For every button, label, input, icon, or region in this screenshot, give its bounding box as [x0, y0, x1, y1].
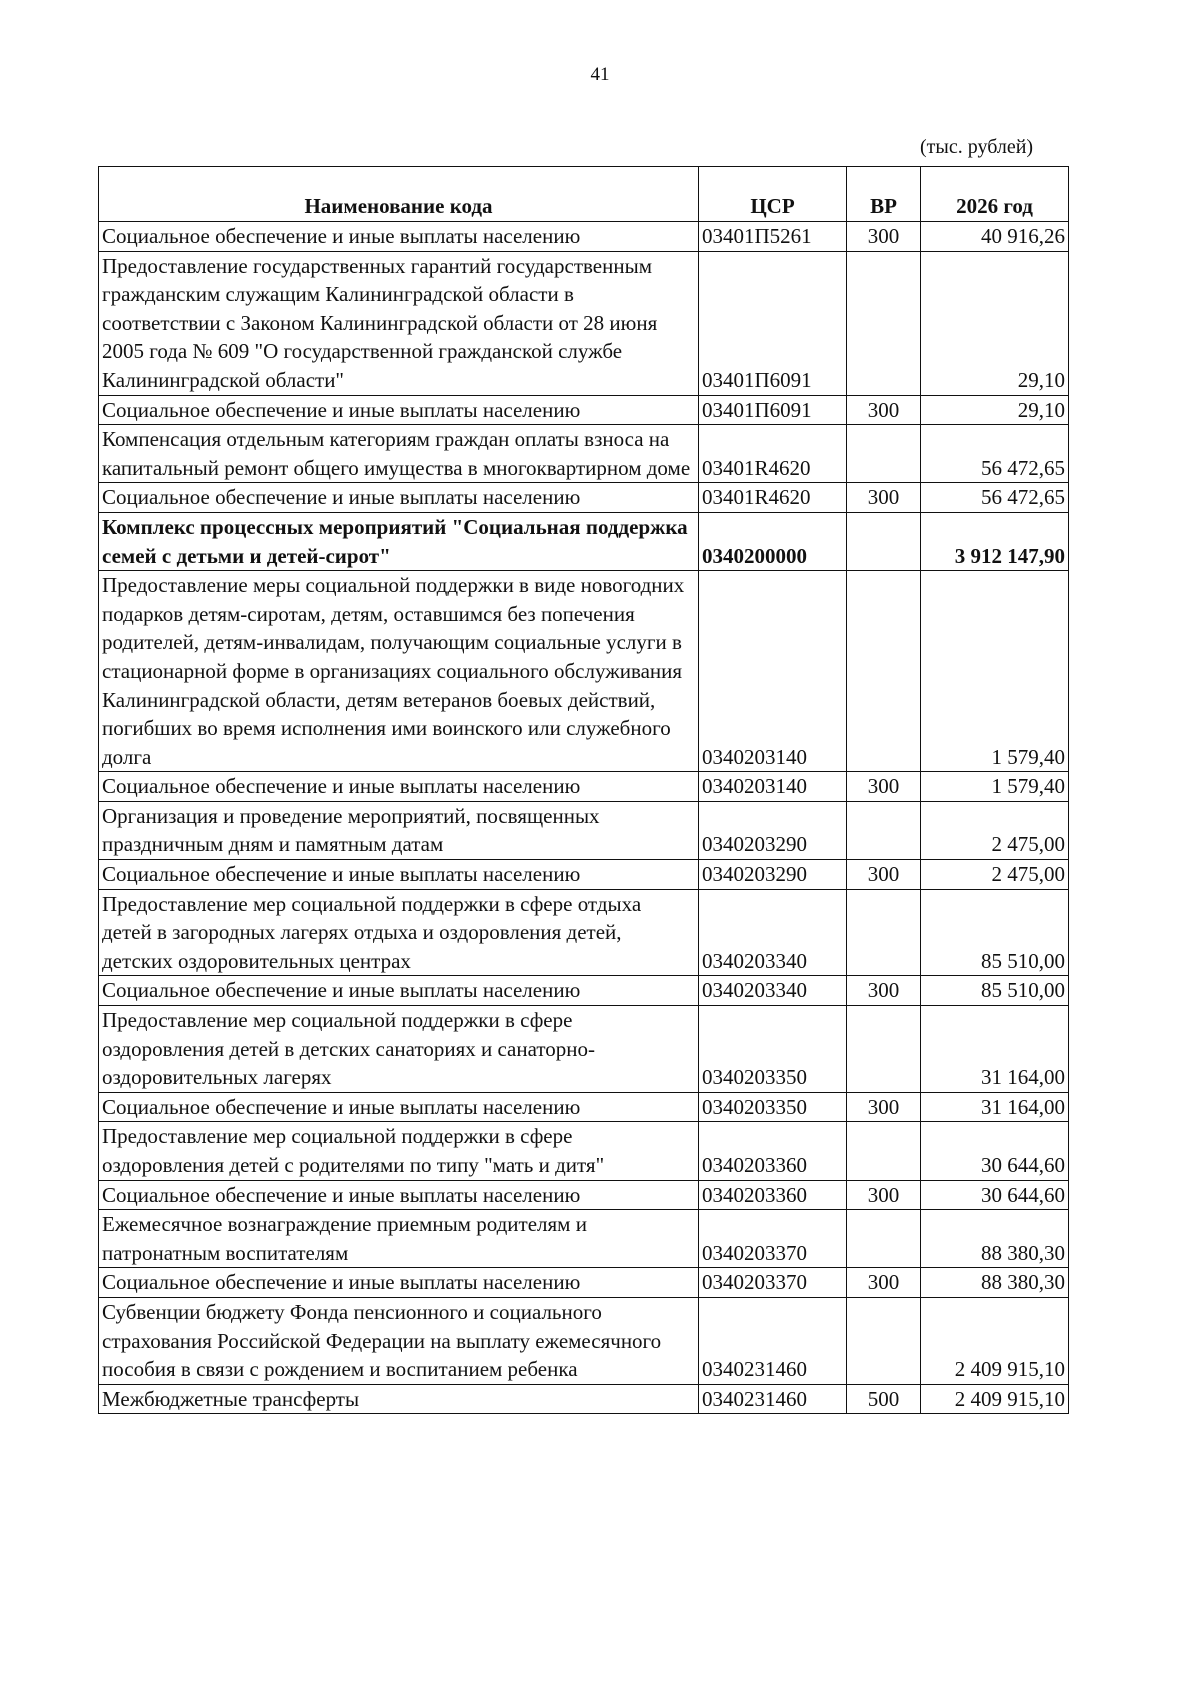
table-row [99, 395, 1069, 425]
row-vr-code [847, 889, 921, 976]
budget-table [98, 166, 1069, 1414]
row-csr-code: 03401П6091 [699, 251, 847, 395]
row-vr-code: 300 [847, 1092, 921, 1122]
row-csr-code: 03401П6091 [699, 395, 847, 425]
row-vr-code [847, 1297, 921, 1384]
header-vr: ВР [847, 167, 921, 222]
header-sum: 2026 год [921, 167, 1069, 222]
row-name: Социальное обеспечение и иные выплаты населению [99, 976, 699, 1006]
row-vr-code: 300 [847, 222, 921, 252]
row-csr-code: 0340203360 [699, 1122, 847, 1180]
row-name: Социальное обеспечение и иные выплаты населению [99, 395, 699, 425]
row-csr-code: 0340203360 [699, 1180, 847, 1210]
row-sum: 1 579,40 [921, 571, 1069, 772]
row-name: Межбюджетные трансферты [99, 1384, 699, 1414]
row-name: Социальное обеспечение и иные выплаты населению [99, 772, 699, 802]
table-body [99, 222, 1069, 1414]
row-name: Социальное обеспечение и иные выплаты населению [99, 1180, 699, 1210]
table-header-row [99, 167, 1069, 222]
units-label: (тыс. рублей) [920, 136, 1034, 158]
table-row [99, 222, 1069, 252]
row-name: Предоставление мер социальной поддержки в сфере отдыха детей в загородных лагерях отдыха и оздоровления детей, детских оздоровительных центрах [99, 889, 699, 976]
row-vr-code [847, 425, 921, 483]
row-name: Социальное обеспечение и иные выплаты населению [99, 1092, 699, 1122]
table-row [99, 860, 1069, 890]
row-vr-code: 300 [847, 976, 921, 1006]
row-csr-code: 0340203350 [699, 1092, 847, 1122]
row-csr-code: 03401R4620 [699, 425, 847, 483]
row-sum: 85 510,00 [921, 889, 1069, 976]
row-name: Предоставление меры социальной поддержки в виде новогодних подарков детям-сиротам, детям, оставшимся без попечения родителей, детям-инвалидам, получающим социальные услуги в стационарной форме в организациях социального обслуживания Калининградской области, детям ветеранов боевых действий, погибших во время исполнения ими воинского или служебного долга [99, 571, 699, 772]
table-row [99, 1122, 1069, 1180]
row-vr-code [847, 1006, 921, 1093]
row-sum: 29,10 [921, 251, 1069, 395]
row-sum: 31 164,00 [921, 1006, 1069, 1093]
row-csr-code: 0340203340 [699, 976, 847, 1006]
row-name: Организация и проведение мероприятий, посвященных праздничным дням и памятным датам [99, 801, 699, 859]
row-sum: 30 644,60 [921, 1180, 1069, 1210]
table-row [99, 889, 1069, 976]
row-sum: 40 916,26 [921, 222, 1069, 252]
row-csr-code: 0340231460 [699, 1297, 847, 1384]
row-vr-code: 300 [847, 772, 921, 802]
row-csr-code: 0340203140 [699, 772, 847, 802]
row-csr-code: 0340203370 [699, 1268, 847, 1298]
table-row [99, 512, 1069, 570]
row-vr-code [847, 1122, 921, 1180]
row-sum: 29,10 [921, 395, 1069, 425]
row-vr-code: 300 [847, 1268, 921, 1298]
row-sum: 56 472,65 [921, 425, 1069, 483]
row-vr-code [847, 801, 921, 859]
row-sum: 88 380,30 [921, 1210, 1069, 1268]
table-row [99, 1297, 1069, 1384]
row-name: Компенсация отдельным категориям граждан оплаты взноса на капитальный ремонт общего имущества в многоквартирном доме [99, 425, 699, 483]
row-name: Предоставление государственных гарантий государственным гражданским служащим Калининградской области в соответствии с Законом Калининградской области от 28 июня 2005 года № 609 "О государственной гражданской службе Калининградской области" [99, 251, 699, 395]
row-vr-code: 300 [847, 860, 921, 890]
row-vr-code: 500 [847, 1384, 921, 1414]
row-csr-code: 0340203350 [699, 1006, 847, 1093]
header-name: Наименование кода [99, 167, 699, 222]
row-csr-code: 03401П5261 [699, 222, 847, 252]
row-vr-code [847, 571, 921, 772]
table-row [99, 483, 1069, 513]
row-name: Ежемесячное вознаграждение приемным родителям и патронатным воспитателям [99, 1210, 699, 1268]
row-name: Социальное обеспечение и иные выплаты населению [99, 860, 699, 890]
page-number: 41 [590, 64, 610, 85]
row-sum: 2 475,00 [921, 801, 1069, 859]
row-name: Предоставление мер социальной поддержки в сфере оздоровления детей в детских санаториях и санаторно-оздоровительных лагерях [99, 1006, 699, 1093]
row-sum: 88 380,30 [921, 1268, 1069, 1298]
row-csr-code: 0340200000 [699, 512, 847, 570]
row-sum: 31 164,00 [921, 1092, 1069, 1122]
table-row [99, 251, 1069, 395]
row-sum: 2 475,00 [921, 860, 1069, 890]
row-sum: 30 644,60 [921, 1122, 1069, 1180]
row-vr-code: 300 [847, 483, 921, 513]
row-name: Субвенции бюджету Фонда пенсионного и социального страхования Российской Федерации на выплату ежемесячного пособия в связи с рождением и воспитанием ребенка [99, 1297, 699, 1384]
table-row [99, 1268, 1069, 1298]
row-vr-code [847, 512, 921, 570]
row-name: Социальное обеспечение и иные выплаты населению [99, 483, 699, 513]
table-row [99, 801, 1069, 859]
row-sum: 85 510,00 [921, 976, 1069, 1006]
table-row [99, 1210, 1069, 1268]
table-row [99, 1092, 1069, 1122]
row-csr-code: 0340231460 [699, 1384, 847, 1414]
table-row [99, 1384, 1069, 1414]
row-name: Предоставление мер социальной поддержки в сфере оздоровления детей с родителями по типу "мать и дитя" [99, 1122, 699, 1180]
row-csr-code: 0340203290 [699, 801, 847, 859]
row-csr-code: 0340203340 [699, 889, 847, 976]
row-csr-code: 0340203370 [699, 1210, 847, 1268]
row-sum: 2 409 915,10 [921, 1297, 1069, 1384]
table-row [99, 772, 1069, 802]
table-row [99, 425, 1069, 483]
row-name: Социальное обеспечение и иные выплаты населению [99, 222, 699, 252]
row-sum: 3 912 147,90 [921, 512, 1069, 570]
row-vr-code [847, 251, 921, 395]
table-row [99, 571, 1069, 772]
row-csr-code: 03401R4620 [699, 483, 847, 513]
table-row [99, 1180, 1069, 1210]
row-csr-code: 0340203140 [699, 571, 847, 772]
row-csr-code: 0340203290 [699, 860, 847, 890]
row-name: Социальное обеспечение и иные выплаты населению [99, 1268, 699, 1298]
table-row [99, 976, 1069, 1006]
header-csr: ЦСР [699, 167, 847, 222]
row-vr-code: 300 [847, 395, 921, 425]
row-sum: 2 409 915,10 [921, 1384, 1069, 1414]
row-vr-code [847, 1210, 921, 1268]
row-sum: 1 579,40 [921, 772, 1069, 802]
table-row [99, 1006, 1069, 1093]
row-sum: 56 472,65 [921, 483, 1069, 513]
row-name: Комплекс процессных мероприятий "Социальная поддержка семей с детьми и детей-сирот" [99, 512, 699, 570]
row-vr-code: 300 [847, 1180, 921, 1210]
